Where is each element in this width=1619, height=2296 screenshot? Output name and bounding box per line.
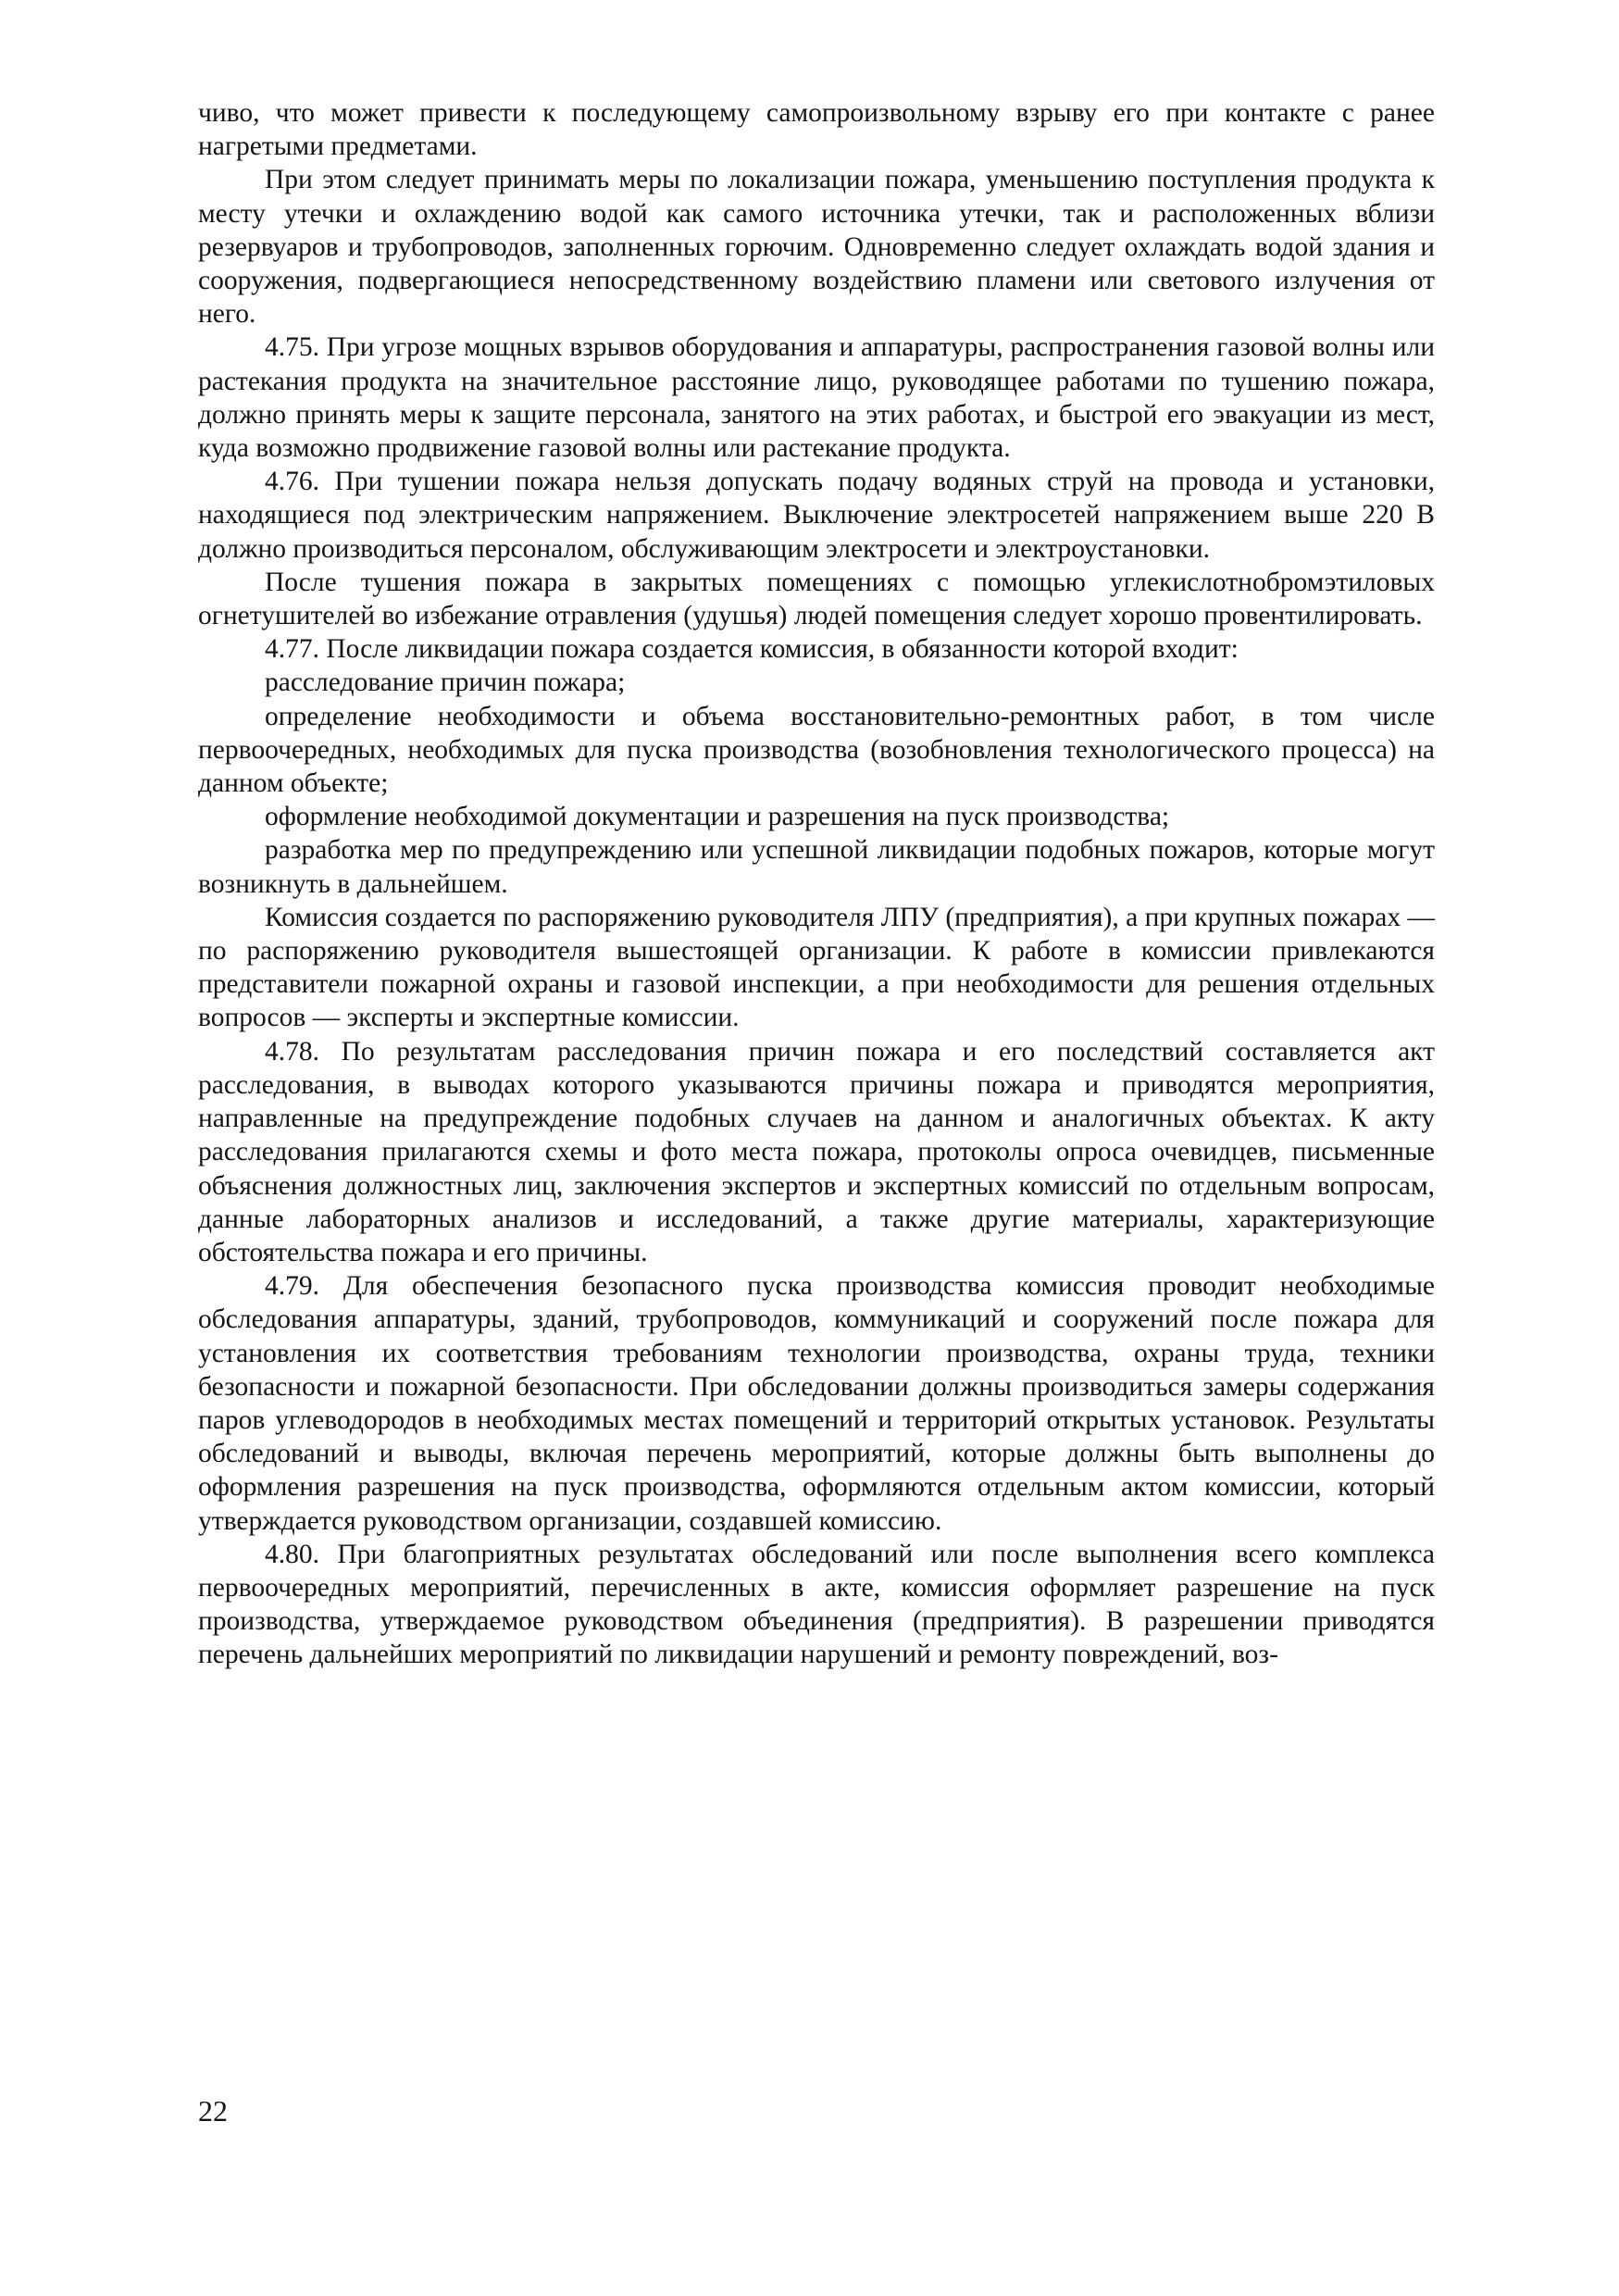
paragraph-continuation: чиво, что может привести к последующему самопроизвольному взрыву его при контакте с ранее нагретыми предметами. [198,98,1435,162]
list-item-prevention: разработка мер по предупреждению или успешной ликвидации подобных пожаров, которые могут возникнуть в дальнейшем. [198,835,1435,899]
paragraph-ventilation: После тушения пожара в закрытых помещениях с помощью углекислотнобромэтиловых огнетушителей во избежание отравления (удушья) людей помещения следует хорошо провентилировать. [198,567,1435,631]
list-item-documentation: оформление необходимой документации и разрешения на пуск производства; [265,802,1170,832]
document-page [198,96,1435,1672]
list-item-repair-scope: определение необходимости и объема восстановительно-ремонтных работ, в том числе первоочередных, необходимых для пуска производства (возобновления технологического процесса) на данном объекте; [198,701,1435,799]
paragraph-4-79: 4.79. Для обеспечения безопасного пуска производства комиссия проводит необходимые обследования аппаратуры, зданий, трубопроводов, коммуникаций и сооружений после пожара для установления их соответствия требованиям технологии производства, охраны труда, техники безопасности и пожарной безопасности. При обследовании должны производиться замеры содержания паров углеводородов в необходимых местах помещений и территорий открытых установок. Результаты обследований и выводы, включая перечень мероприятий, которые должны быть выполнены до оформления разрешения на пуск производства, оформляются отдельным актом комиссии, который утверждается руководством организации, создавшей комиссию. [198,1271,1435,1536]
paragraph-4-80: 4.80. При благоприятных результатах обследований или после выполнения всего комплекса первоочередных мероприятий, перечисленных в акте, комиссия оформляет разрешение на пуск производства, утверждаемое руководством объединения (предприятия). В разрешении приводятся перечень дальнейших мероприятий по ликвидации нарушений и ремонту повреждений, воз- [198,1539,1435,1670]
paragraph-fire-localization: При этом следует принимать меры по локализации пожара, уменьшению поступления продукта к месту утечки и охлаждению водой как самого источника утечки, так и расположенных вблизи резервуаров и трубопроводов, заполненных горючим. Одновременно следует охлаждать водой здания и сооружения, подвергающиеся непосредственному воздействию пламени или светового излучения от него. [198,165,1435,330]
list-item-investigation: расследование причин пожара; [265,668,626,698]
paragraph-commission: Комиссия создается по распоряжению руководителя ЛПУ (предприятия), а при крупных пожарах — по распоряжению руководителя вышестоящей организации. К работе в комиссии привлекаются представители пожарной охраны и газовой инспекции, а при необходимости для решения отдельных вопросов — эксперты и экспертные комиссии. [198,902,1436,1033]
paragraph-4-77: 4.77. После ликвидации пожара создается комиссия, в обязанности которой входит: [265,634,1239,665]
paragraph-4-75: 4.75. При угрозе мощных взрывов оборудования и аппаратуры, распространения газовой волны или растекания продукта на значительное расстояние лицо, руководящее работами по тушению пожара, должно принять меры к защите персонала, занятого на этих работах, и быстрой его эвакуации из мест, куда возможно продвижение газовой волны или растекание продукта. [198,332,1435,464]
paragraph-4-76: 4.76. При тушении пожара нельзя допускать подачу водяных струй на провода и установки, находящиеся под электрическим напряжением. Выключение электросетей напряжением выше 220 В должно производиться персоналом, обслуживающим электросети и электроустановки. [198,467,1435,564]
paragraph-4-78: 4.78. По результатам расследования причин пожара и его последствий составляется акт расследования, в выводах которого указываются причины пожара и приводятся мероприятия, направленные на предупреждение подобных случаев на данном и аналогичных объектах. К акту расследования прилагаются схемы и фото места пожара, протоколы опроса очевидцев, письменные объяснения должностных лиц, заключения экспертов и экспертных комиссий по отдельным вопросам, данные лабораторных анализов и исследований, а также другие материалы, характеризующие обстоятельства пожара и его причины. [198,1036,1435,1267]
page-number: 22 [198,2094,228,2128]
